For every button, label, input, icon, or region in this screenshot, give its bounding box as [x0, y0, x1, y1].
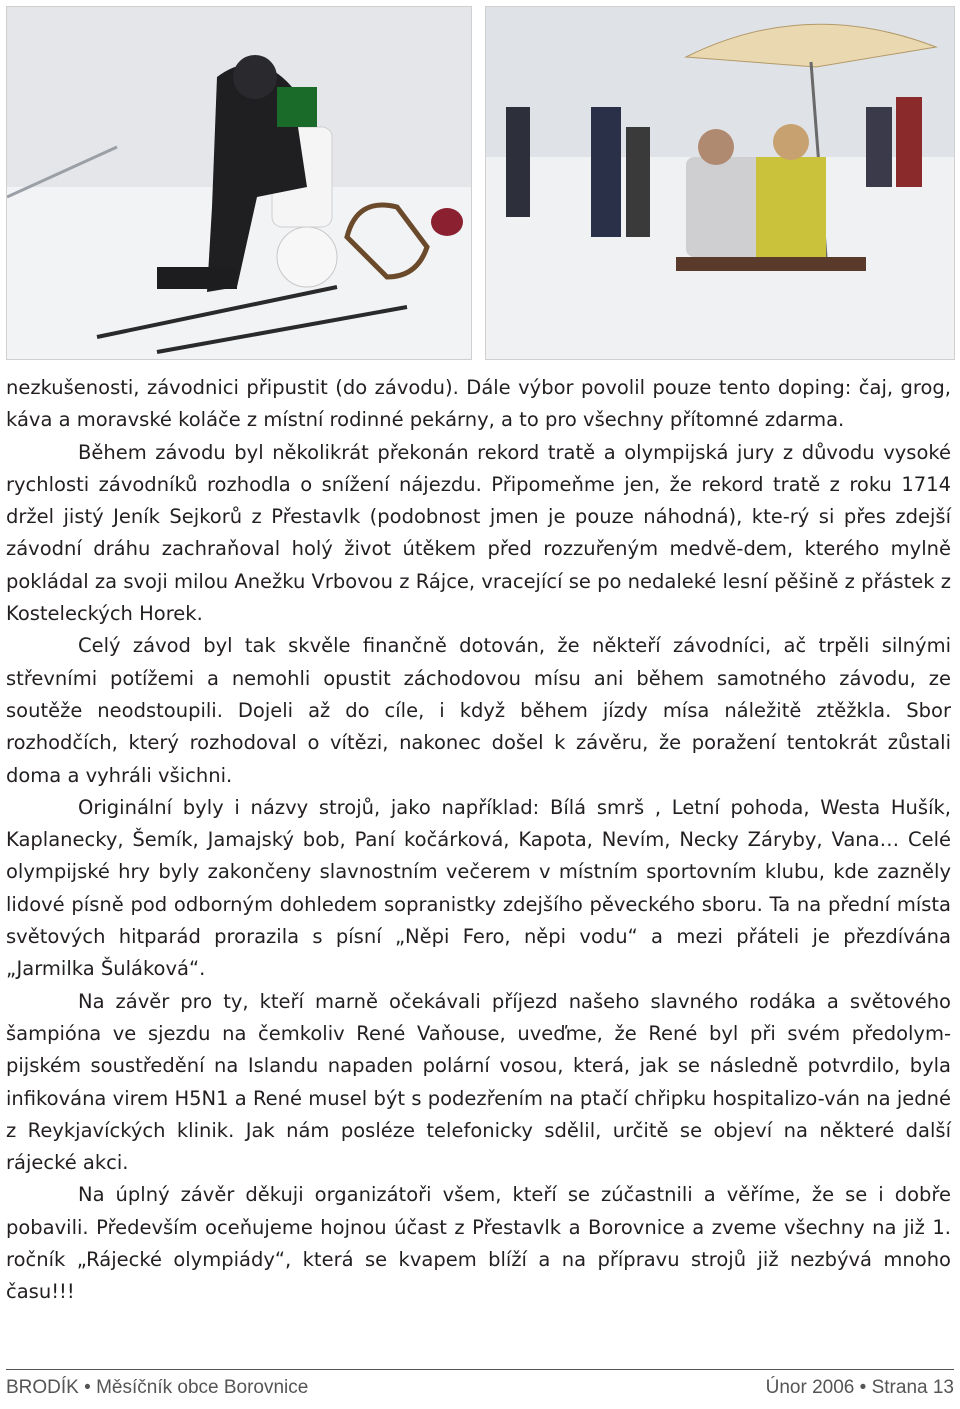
photo-right-illustration	[486, 7, 954, 359]
footer-bullet-right: •	[859, 1377, 867, 1398]
footer-subtitle: Měsíčník obce Borovnice	[96, 1377, 309, 1398]
footer-publication	[6, 1377, 308, 1399]
paragraph-5: Na závěr pro ty, kteří marně očekávali příjezd našeho slavného rodáka a světového šampióna ve sjezdu na čemkoliv René Vaňouse, uveďme, že René byl při svém předolym-pijském soustředění na Islandu napaden polární vosou, která, jak se následně potvrdilo, byla infikována virem H5N1 a René musel být s podezřením na ptačí chřipku hospitalizo-ván na jedné z Reykjavíckých klinik. Jak nám posléze telefonicky sdělil, určitě se objeví na některé další rájecké akci.	[6, 989, 951, 1175]
article-body	[6, 372, 951, 1309]
footer-divider	[6, 1369, 954, 1370]
footer-issue	[766, 1377, 954, 1399]
paragraph-6: Na úplný závěr děkuji organizátoři všem, kteří se zúčastnili a věříme, že se i dobře pobavili. Především oceňujeme hojnou účast z Přestavlk a Borovnice a zveme všechny na již 1. ročník „Rájecké olympiády“, která se kvapem blíží a na přípravu strojů již nezbývá mnoho času!!!	[6, 1183, 951, 1304]
footer-bullet-left: •	[84, 1377, 91, 1398]
footer-page-number: Strana 13	[871, 1377, 954, 1398]
footer-title: BRODÍK	[6, 1377, 79, 1398]
paragraph-3: Celý závod byl tak skvěle finančně dotován, že někteří závodníci, ač trpěli silnými střevními potížemi a nemohli opustit záchodovou mísu ani během samotného závodu, ze soutěže neodstoupili. Dojeli až do cíle, i když během jízdy mísa náležitě ztěžkla. Sbor rozhodčích, který rozhodoval o vítězi, nakonec došel k závěru, že poražení tentokrát zůstali doma a vyhráli všichni.	[6, 634, 951, 787]
photo-left-illustration	[7, 7, 471, 359]
paragraph-1: nezkušenosti, závodnici připustit (do závodu). Dále výbor povolil pouze tento doping: čaj, grog, káva a moravské koláče z místní rodinné pekárny, a to pro všechny přítomné zdarma.	[6, 376, 951, 432]
footer-date: Únor 2006	[765, 1377, 855, 1398]
page-footer	[6, 1377, 954, 1399]
paragraph-4: Originální byly i názvy strojů, jako například: Bílá smrš , Letní pohoda, Westa Hušík, Kaplanecky, Šemík, Jamajský bob, Paní kočárková, Kapota, Nevím, Necky Záryby, Vana… Celé olympijské hry byly zakončeny slavnostním večerem v místním sportovním klubu, kde zazněly lidové písně pod odborným dohledem sopranistky zdejšího pěveckého sboru. Ta na přední místa světových hitparád prorazila s písní „Něpi Fero, něpi vodu“ a mezi přáteli je přezdívána „Jarmilka Šuláková“.	[6, 795, 951, 981]
paragraph-2: Během závodu byl několikrát překonán rekord tratě a olympijská jury z důvodu vysoké rychlosti závodníků rozhodla o snížení nájezdu. Připomeňme jen, že rekord tratě z roku 1714 držel jistý Jeník Sejkorů z Přestavlk (podobnost jmen je pouze náhodná), kte-rý si přes zdejší závodní dráhu zachraňoval holý život útěkem před rozzuřeným medvě-dem, kterého mylně pokládal za svoji milou Anežku Vrbovou z Rájce, vracející se po nedaleké lesní pěšině z přástek z Kosteleckých Horek.	[6, 440, 951, 626]
photo-bench-sled-spectators	[485, 6, 955, 360]
photo-sled-toilet-rider	[6, 6, 472, 360]
